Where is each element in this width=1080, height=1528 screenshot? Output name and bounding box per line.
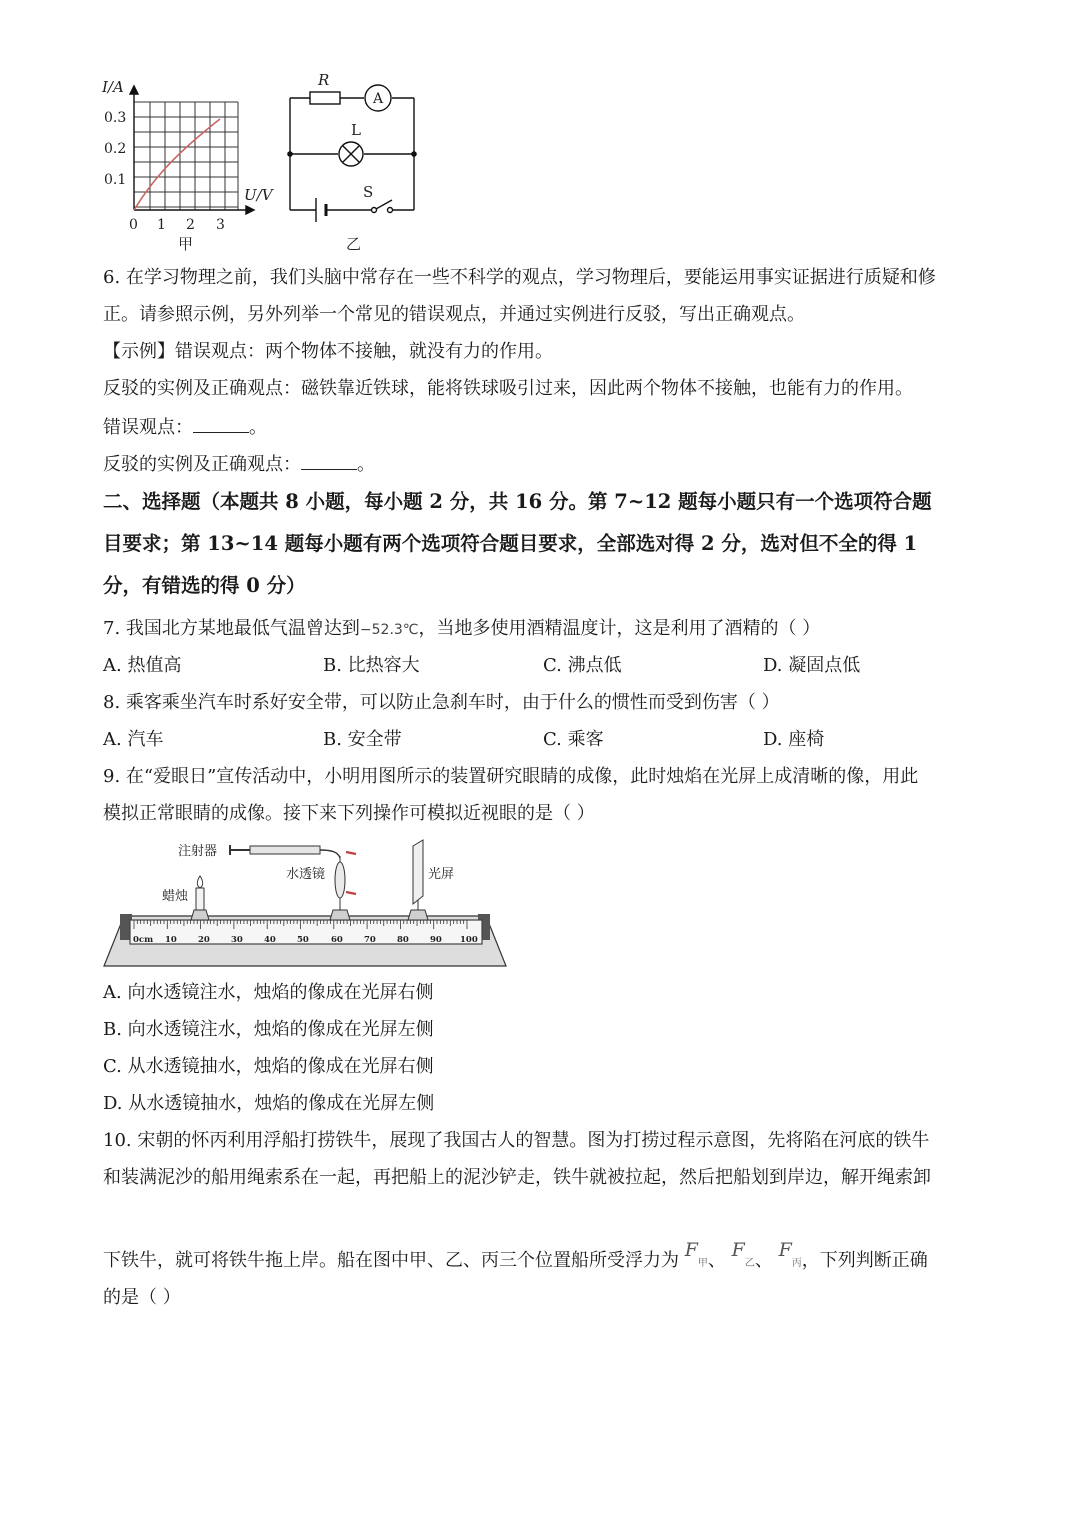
lens-label: 水透镜 [286,867,326,882]
iu-curve [134,119,220,210]
q6-stem-line2: 正。请参照示例，另外列举一个常见的错误观点，并通过实例进行反驳，写出正确观点。 [103,304,805,325]
graph-grid [134,102,238,210]
q6-example: 【示例】错误观点：两个物体不接触，就没有力的作用。 [103,341,553,362]
q8-option-c[interactable]: C. 乘客 [543,729,604,750]
iu-graph-figure [98,72,273,254]
x-tick: 3 [216,217,225,233]
q6-stem-line1: 6. 在学习物理之前，我们头脑中常存在一些不科学的观点，学习物理后，要能运用事实证据进行质疑和修 [103,267,936,288]
end-mark: 。 [249,417,267,438]
wrong-view-label: 错误观点： [103,417,193,438]
resistor-label: R [318,71,330,89]
scale-label: 90 [430,935,442,945]
q8-option-d[interactable]: D. 座椅 [763,729,825,750]
q8-stem: 8. 乘客乘坐汽车时系好安全带，可以防止急刹车时，由于什么的惯性而受到伤害（ ） [103,692,780,713]
ammeter-label: A [373,91,384,107]
lamp-symbol [339,142,363,166]
lamp-label: L [351,121,361,139]
x-tick: 0 [129,217,138,233]
candle [191,876,209,920]
q10-stem-line4: 的是（ ） [103,1287,181,1308]
scale-label: 50 [297,935,309,945]
q7-option-b[interactable]: B. 比热容大 [323,655,420,676]
resistor-symbol [310,92,340,104]
x-tick: 1 [157,217,166,233]
screen-label: 光屏 [428,867,455,882]
q10-line3-a: 下铁牛，就可将铁牛拖上岸。船在图中甲、乙、丙三个位置船所受浮力为 [103,1250,679,1271]
rebuttal-label: 反驳的实例及正确观点： [103,454,301,475]
answer-blank[interactable] [301,451,357,470]
x-axis-label: U/V [244,186,273,204]
scale-label: 0cm [133,935,154,945]
q7-option-d[interactable]: D. 凝固点低 [763,655,861,676]
optical-bench-figure [100,836,512,970]
scale-label: 80 [397,935,409,945]
section2-heading-line3: 分，有错选的得 0 分） [103,574,306,597]
q10-stem-line1: 10. 宋朝的怀丙利用浮船打捞铁牛，展现了我国古人的智慧。图为打捞过程示意图，先将陷在河底的铁牛 [103,1130,930,1151]
q7-option-c[interactable]: C. 沸点低 [543,655,622,676]
q10-stem-line2: 和装满泥沙的船用绳索系在一起，再把船上的泥沙铲走，铁牛就被拉起，然后把船划到岸边，解开绳索卸 [103,1167,931,1188]
f-subscript: 丙 [791,1258,802,1269]
candle-label: 蜡烛 [162,889,189,904]
x-tick: 2 [186,217,195,233]
f-subscript: 甲 [697,1258,708,1269]
battery-symbol [316,198,326,222]
q7-stem-a: 7. 我国北方某地最低气温曾达到 [103,618,360,639]
syringe [230,845,340,858]
separator: 、 [754,1250,773,1271]
syringe-label: 注射器 [178,844,218,859]
q7-stem [103,617,820,642]
q7-option-a[interactable]: A. 热值高 [103,655,182,676]
answer-blank[interactable] [193,414,249,433]
q9-option-d[interactable]: D. 从水透镜抽水，烛焰的像成在光屏左侧 [103,1093,435,1114]
figure-caption-yi: 乙 [346,235,362,253]
f-symbol: F [731,1239,745,1261]
f-symbol: F [778,1239,792,1261]
y-axis-label: I/A [102,78,124,96]
scale-label: 60 [331,935,343,945]
y-tick: 0.2 [104,141,127,157]
section2-heading-line2: 目要求；第 13~14 题每小题有两个选项符合题目要求，全部选对得 2 分，选对但不全的得 1 [103,532,918,555]
q6-rebuttal-example: 反驳的实例及正确观点：磁铁靠近铁球，能将铁球吸引过来，因此两个物体不接触，也能有力的作用。 [103,378,913,399]
q9-stem-line1: 9. 在“爱眼日”宣传活动中，小明用图所示的装置研究眼睛的成像，此时烛焰在光屏上成清晰的像，用此 [103,766,919,787]
circuit-figure [280,70,430,254]
q8-option-b[interactable]: B. 安全带 [323,729,402,750]
water-lens [330,852,356,920]
scale-label: 100 [460,935,478,945]
q6-wrong-view-answer [103,414,267,440]
f-subscript: 乙 [744,1258,755,1269]
y-tick: 0.3 [104,110,127,126]
q9-stem-line2: 模拟正常眼睛的成像。接下来下列操作可模拟近视眼的是（ ） [103,803,595,824]
q10-line3-b: ，下列判断正确 [801,1250,928,1271]
q9-option-c[interactable]: C. 从水透镜抽水，烛焰的像成在光屏右侧 [103,1056,434,1077]
q9-option-b[interactable]: B. 向水透镜注水，烛焰的像成在光屏左侧 [103,1019,434,1040]
scale-label: 10 [165,935,177,945]
end-mark: 。 [357,454,375,475]
q9-option-a[interactable]: A. 向水透镜注水，烛焰的像成在光屏右侧 [103,982,434,1003]
junction-dot [411,151,417,157]
switch-label: S [363,183,374,201]
switch-symbol [372,200,393,213]
graph-axes [130,86,254,214]
q10-stem-line3 [103,1239,928,1276]
section2-heading-line1: 二、选择题（本题共 8 小题，每小题 2 分，共 16 分。第 7~12 题每小题只有一个选项符合题 [103,490,932,513]
junction-dot [287,151,293,157]
q8-option-a[interactable]: A. 汽车 [103,729,164,750]
scale-label: 30 [231,935,243,945]
q7-temperature: −52.3℃ [359,622,419,638]
scale-label: 40 [264,935,276,945]
scale-label: 70 [364,935,376,945]
scale-label: 20 [198,935,210,945]
figure-caption-jia: 甲 [178,235,194,253]
q7-stem-b: ，当地多使用酒精温度计，这是利用了酒精的（ ） [418,618,821,639]
separator: 、 [707,1250,726,1271]
y-tick: 0.1 [104,172,127,188]
f-symbol: F [684,1239,698,1261]
q6-rebuttal-answer [103,451,375,477]
light-screen [408,840,428,920]
